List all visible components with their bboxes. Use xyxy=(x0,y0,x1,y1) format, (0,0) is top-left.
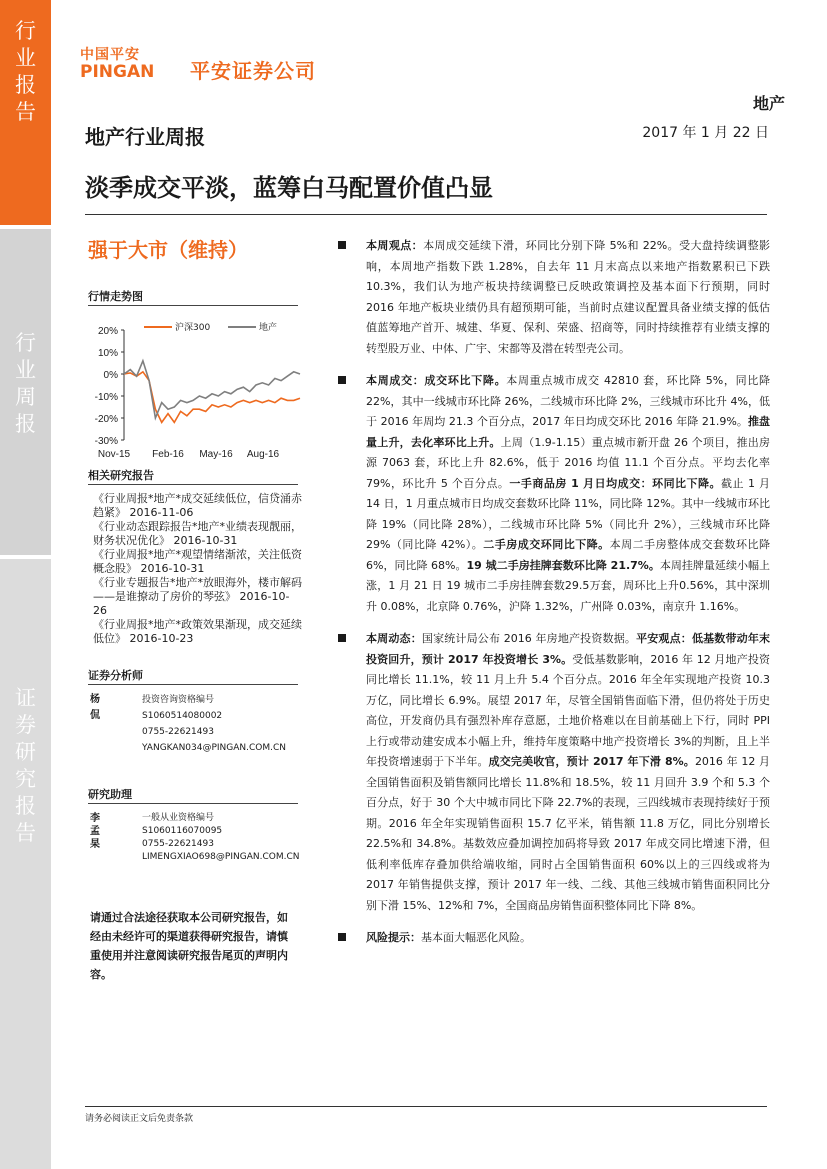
side-divider xyxy=(0,555,51,559)
industry-tag: 地产 xyxy=(752,94,785,113)
paragraph-view: 本周观点：本周成交延续下滑，环同比分别下降 5%和 22%。受大盘持续调整影响，本周地产指数下跌 1.28%，自去年 11 月末高点以来地产指数累积已下跌 10.3%，我们认为地产板块持续调整已反映政策调控及基本面下行预期，同时 2016 年地产板块业绩仍具有超预期可能，当前时点建议配置具备业绩支撑的低估值蓝筹地产首开、城建、华夏、保利、荣盛、招商等，同时持续推荐有业绩支撑的转型股万业、中体、广宇、宋都等及潜在转型壳公司。 xyxy=(338,236,770,359)
footer-note: 请务必阅读正文后免责条款 xyxy=(85,1114,194,1124)
report-date: 2017 年 1 月 22 日 xyxy=(642,125,769,141)
related-report-item[interactable]: 《行业周报*地产*成交延续低位，信贷涌赤趋紧》 2016-11-06 xyxy=(93,492,302,519)
related-report-item[interactable]: 《行业周报*地产*观望情绪渐浓，关注低资概念股》 2016-10-31 xyxy=(93,548,302,575)
x-tick-label: Feb-16 xyxy=(152,449,184,460)
footer-divider xyxy=(85,1106,767,1107)
pingan-logo: 中国平安 PINGAN xyxy=(80,47,155,82)
side-tab-securities-research: 证 券 研 究 报 告 xyxy=(0,555,51,1169)
trend-chart xyxy=(88,318,303,463)
y-tick-label: -10% xyxy=(94,392,118,403)
analyst-email[interactable]: YANGKAN034@PINGAN.COM.CN xyxy=(142,743,287,753)
y-tick-label: 0% xyxy=(103,370,118,381)
analyst-label: 证券分析师 xyxy=(88,669,143,682)
section-divider xyxy=(88,305,298,306)
related-report-item[interactable]: 《行业周报*地产*政策效果渐现，成交延续低位》 2016-10-23 xyxy=(93,618,302,645)
section-divider xyxy=(88,803,298,804)
title-divider xyxy=(85,214,767,215)
legend-label: 沪深300 xyxy=(175,323,211,333)
x-tick-label: Nov-15 xyxy=(97,449,131,460)
x-tick-label: May-16 xyxy=(199,449,233,460)
bullet-icon xyxy=(338,241,346,249)
trend-label: 行情走势图 xyxy=(88,290,143,303)
y-tick-label: 10% xyxy=(97,348,118,359)
related-reports xyxy=(93,492,303,646)
main-content xyxy=(338,236,770,961)
related-report-item[interactable]: 《行业专题报告*地产*放眼海外，楼市解码——是谁撩动了房价的琴弦》 2016-10-26 xyxy=(93,576,302,617)
section-divider xyxy=(88,684,298,685)
side-tab-weekly: 行 业 周 报 xyxy=(0,225,51,555)
related-label: 相关研究报告 xyxy=(88,469,154,482)
rating: 强于大市（维持） xyxy=(88,238,248,262)
y-tick-label: -20% xyxy=(94,414,118,425)
company-name: 平安证券公司 xyxy=(190,59,316,83)
disclaimer: 请通过合法途径获取本公司研究报告，如经由未经许可的渠道获得研究报告，请慎重使用并注意阅读研究报告尾页的声明内容。 xyxy=(90,911,288,981)
bullet-icon xyxy=(338,634,346,642)
paragraph-transactions: 本周成交：成交环比下降。本周重点城市成交 42810 套，环比降 5%，同比降 22%，其中一线城市环比降 26%，二线城市环比降 2%，三线城市环比升 4%，低于 2016 年周均 21.3 个百分点，2017 年日均成交环比 2016 年降 21.9%。推盘量上升，去化率环比上升。上周（1.9-1.15）重点城市新开盘 26 个项目，推出房源 7063 套，环比上升 82.6%，低于 2016 均值 11.1 个百分点。平均去化率 79%，环比升 5 个百分点。一手商品房 1 月日均成交：环同比下降。截止 1 月 14 日，1 月重点城市日均成交套数环比降 11%，同比降 12%。其中一线城市环比降 19%（同比降 28%），二线城市环比降 5%（同比升 2%），三线城市环比降 29%（同比降 42%）。二手房成交环同比下降。本周二手房整体成交套数环比降 6%，同比降 68%。19 城二手房挂牌套数环比降 21.7%。本周挂牌量延续小幅上涨，1 月 21 日 19 城市二手房挂牌套数29.5万套，周环比上升0.56%，其中深圳升 0.08%，北京降 0.76%，沪降 1.32%，广州降 0.03%，南京升 1.16%。 xyxy=(338,371,770,617)
y-tick-label: -30% xyxy=(94,436,118,447)
assistant-email[interactable]: LIMENGXIAO698@PINGAN.COM.CN xyxy=(142,852,300,862)
page-title: 淡季成交平淡，蓝筹白马配置价值凸显 xyxy=(85,174,493,202)
bullet-icon xyxy=(338,376,346,384)
analyst-name: 杨侃 xyxy=(90,694,100,721)
legend-label: 地产 xyxy=(259,323,278,333)
side-divider xyxy=(0,225,51,229)
y-tick-label: 20% xyxy=(97,326,118,337)
paragraph-news: 本周动态：国家统计局公布 2016 年房地产投资数据。平安观点：低基数带动年末投资回升，预计 2017 年投资增长 3%。受低基数影响，2016 年 12 月地产投资同比增长 11.1%，较 11 月上升 5.4 个百分点。2016 年全年实现地产投资 10.3 万亿，同比增长 6.9%。展望 2017 年，尽管全国销售面临下滑，但仍将处于历史高位，开发商仍具有强烈补库存意愿，土地价格难以在目前基础上下行，同时 PPI 上行或带动建安成本小幅上升，维持年度策略中地产投资增长 3%的判断，且上半年投资增速弱于下半年。成交完美收官，预计 2017 年下滑 8%。2016 年 12 月全国销售面积及销售额同比增长 11.8%和 18.5%，较 11 月回升 3.9 个和 5.3 个百分点，好于 30 个大中城市同比下降 22.7%的表现，三四线城市表现持续好于预期。2016 年全年实现销售面积 15.7 亿平米，销售额 11.8 万亿，同比分别增长 22.5%和 34.8%。基数效应叠加调控加码将导致 2017 年成交同比增速下滑，但低利率低库存叠加供给端收缩，同时占全国销售面积 60%以上的三四线或将为 2017 年销售提供支撑，预计 2017 年一线、二线、其他三线城市销售面积同比分别下滑 15%、12%和 7%，全国商品房销售面积整体同比下降 8%。 xyxy=(338,629,770,916)
section-divider xyxy=(88,484,298,485)
report-type: 地产行业周报 xyxy=(85,125,205,149)
related-report-item[interactable]: 《行业动态跟踪报告*地产*业绩表现靓丽，财务状况优化》 2016-10-31 xyxy=(93,520,302,547)
bullet-icon xyxy=(338,933,346,941)
x-tick-label: Aug-16 xyxy=(246,449,280,460)
side-tab-industry-report: 行 业 报 告 xyxy=(0,0,51,225)
paragraph-risk: 风险提示：基本面大幅恶化风险。 xyxy=(338,928,770,949)
assistant-label: 研究助理 xyxy=(88,788,132,801)
series-line-realestate xyxy=(124,361,300,418)
assistant-name: 李孟杲 xyxy=(90,813,100,850)
